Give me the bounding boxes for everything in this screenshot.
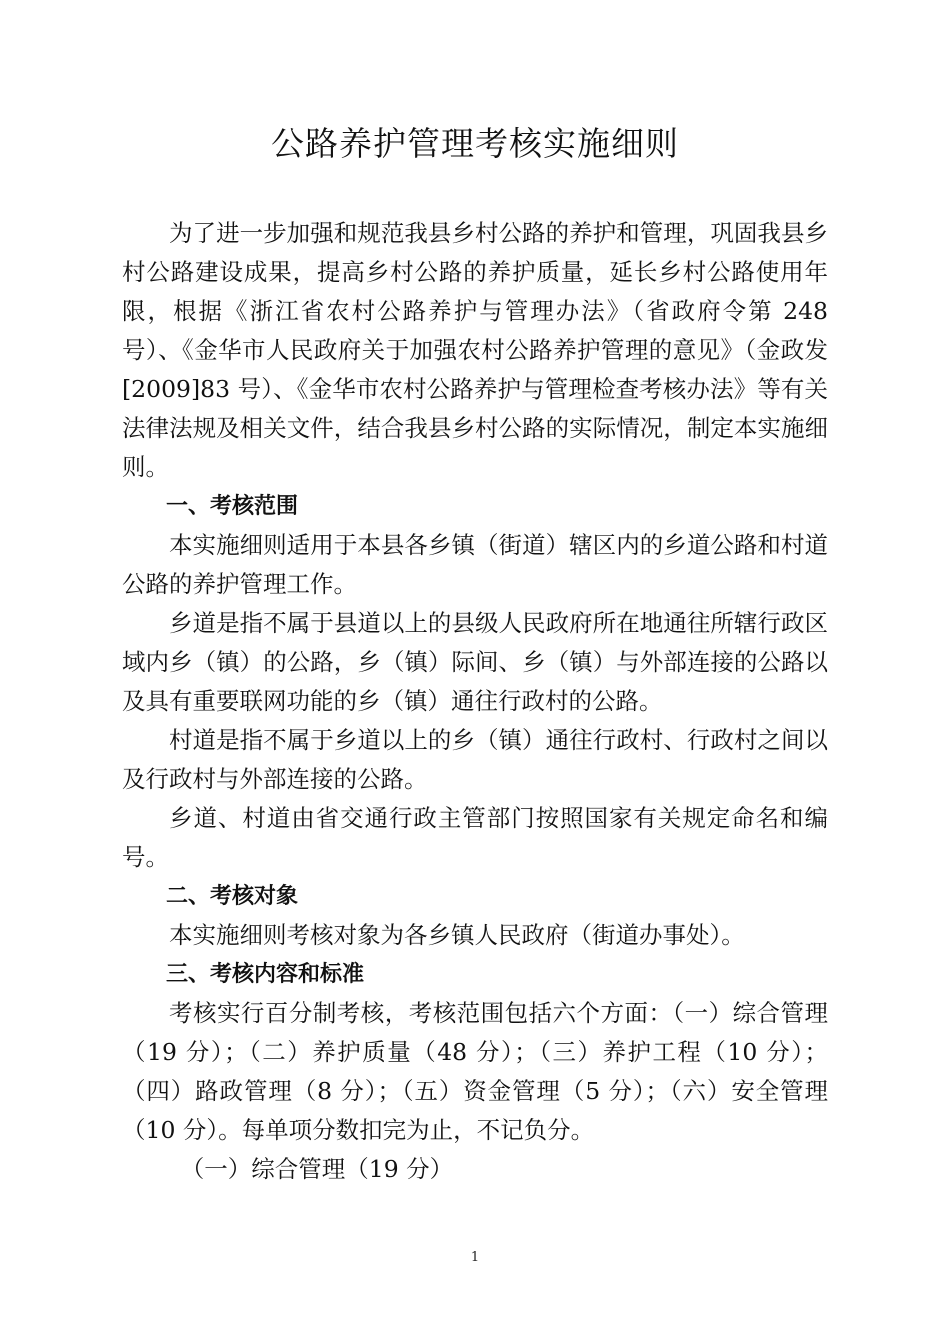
section-heading-content: 三、考核内容和标准 [166, 962, 365, 987]
section-heading-scope: 一、考核范围 [166, 494, 299, 519]
village-road-definition: 村道是指不属于乡道以上的乡（镇）通往行政村、行政村之间以及行政村与外部连接的公路。 [122, 726, 828, 793]
document-body [122, 214, 828, 1189]
content-paragraph: 考核实行百分制考核，考核范围包括六个方面：（一）综合管理（19 分）；（二）养护质量（48 分）；（三）养护工程（10 分）；（四）路政管理（8 分）；（五）资金管理（5 分）；（六）安全管理（10 分）。每单项分数扣完为止，不记负分。 [122, 999, 828, 1144]
naming-paragraph: 乡道、村道由省交通行政主管部门按照国家有关规定命名和编号。 [122, 804, 828, 871]
township-road-definition: 乡道是指不属于县道以上的县级人民政府所在地通往所辖行政区域内乡（镇）的公路，乡（镇）际间、乡（镇）与外部连接的公路以及具有重要联网功能的乡（镇）通往行政村的公路。 [122, 609, 828, 715]
section-heading-objects: 二、考核对象 [166, 884, 299, 909]
document-title: 公路养护管理考核实施细则 [271, 124, 679, 163]
objects-paragraph: 本实施细则考核对象为各乡镇人民政府（街道办事处）。 [169, 921, 745, 949]
intro-paragraph: 为了进一步加强和规范我县乡村公路的养护和管理，巩固我县乡村公路建设成果，提高乡村公路的养护质量，延长乡村公路使用年限，根据《浙江省农村公路养护与管理办法》（省政府令第 248 号）、《金华市人民政府关于加强农村公路养护管理的意见》（金政发[2009]83 号）、《金华市农村公路养护与管理检查考核办法》等有关法律法规及相关文件，结合我县乡村公路的实际情况，制定本实施细则。 [122, 219, 828, 481]
scope-paragraph: 本实施细则适用于本县各乡镇（街道）辖区内的乡道公路和村道公路的养护管理工作。 [122, 531, 828, 598]
subsection-heading-comprehensive: （一）综合管理（19 分） [180, 1155, 454, 1183]
page-number: 1 [470, 1250, 480, 1265]
